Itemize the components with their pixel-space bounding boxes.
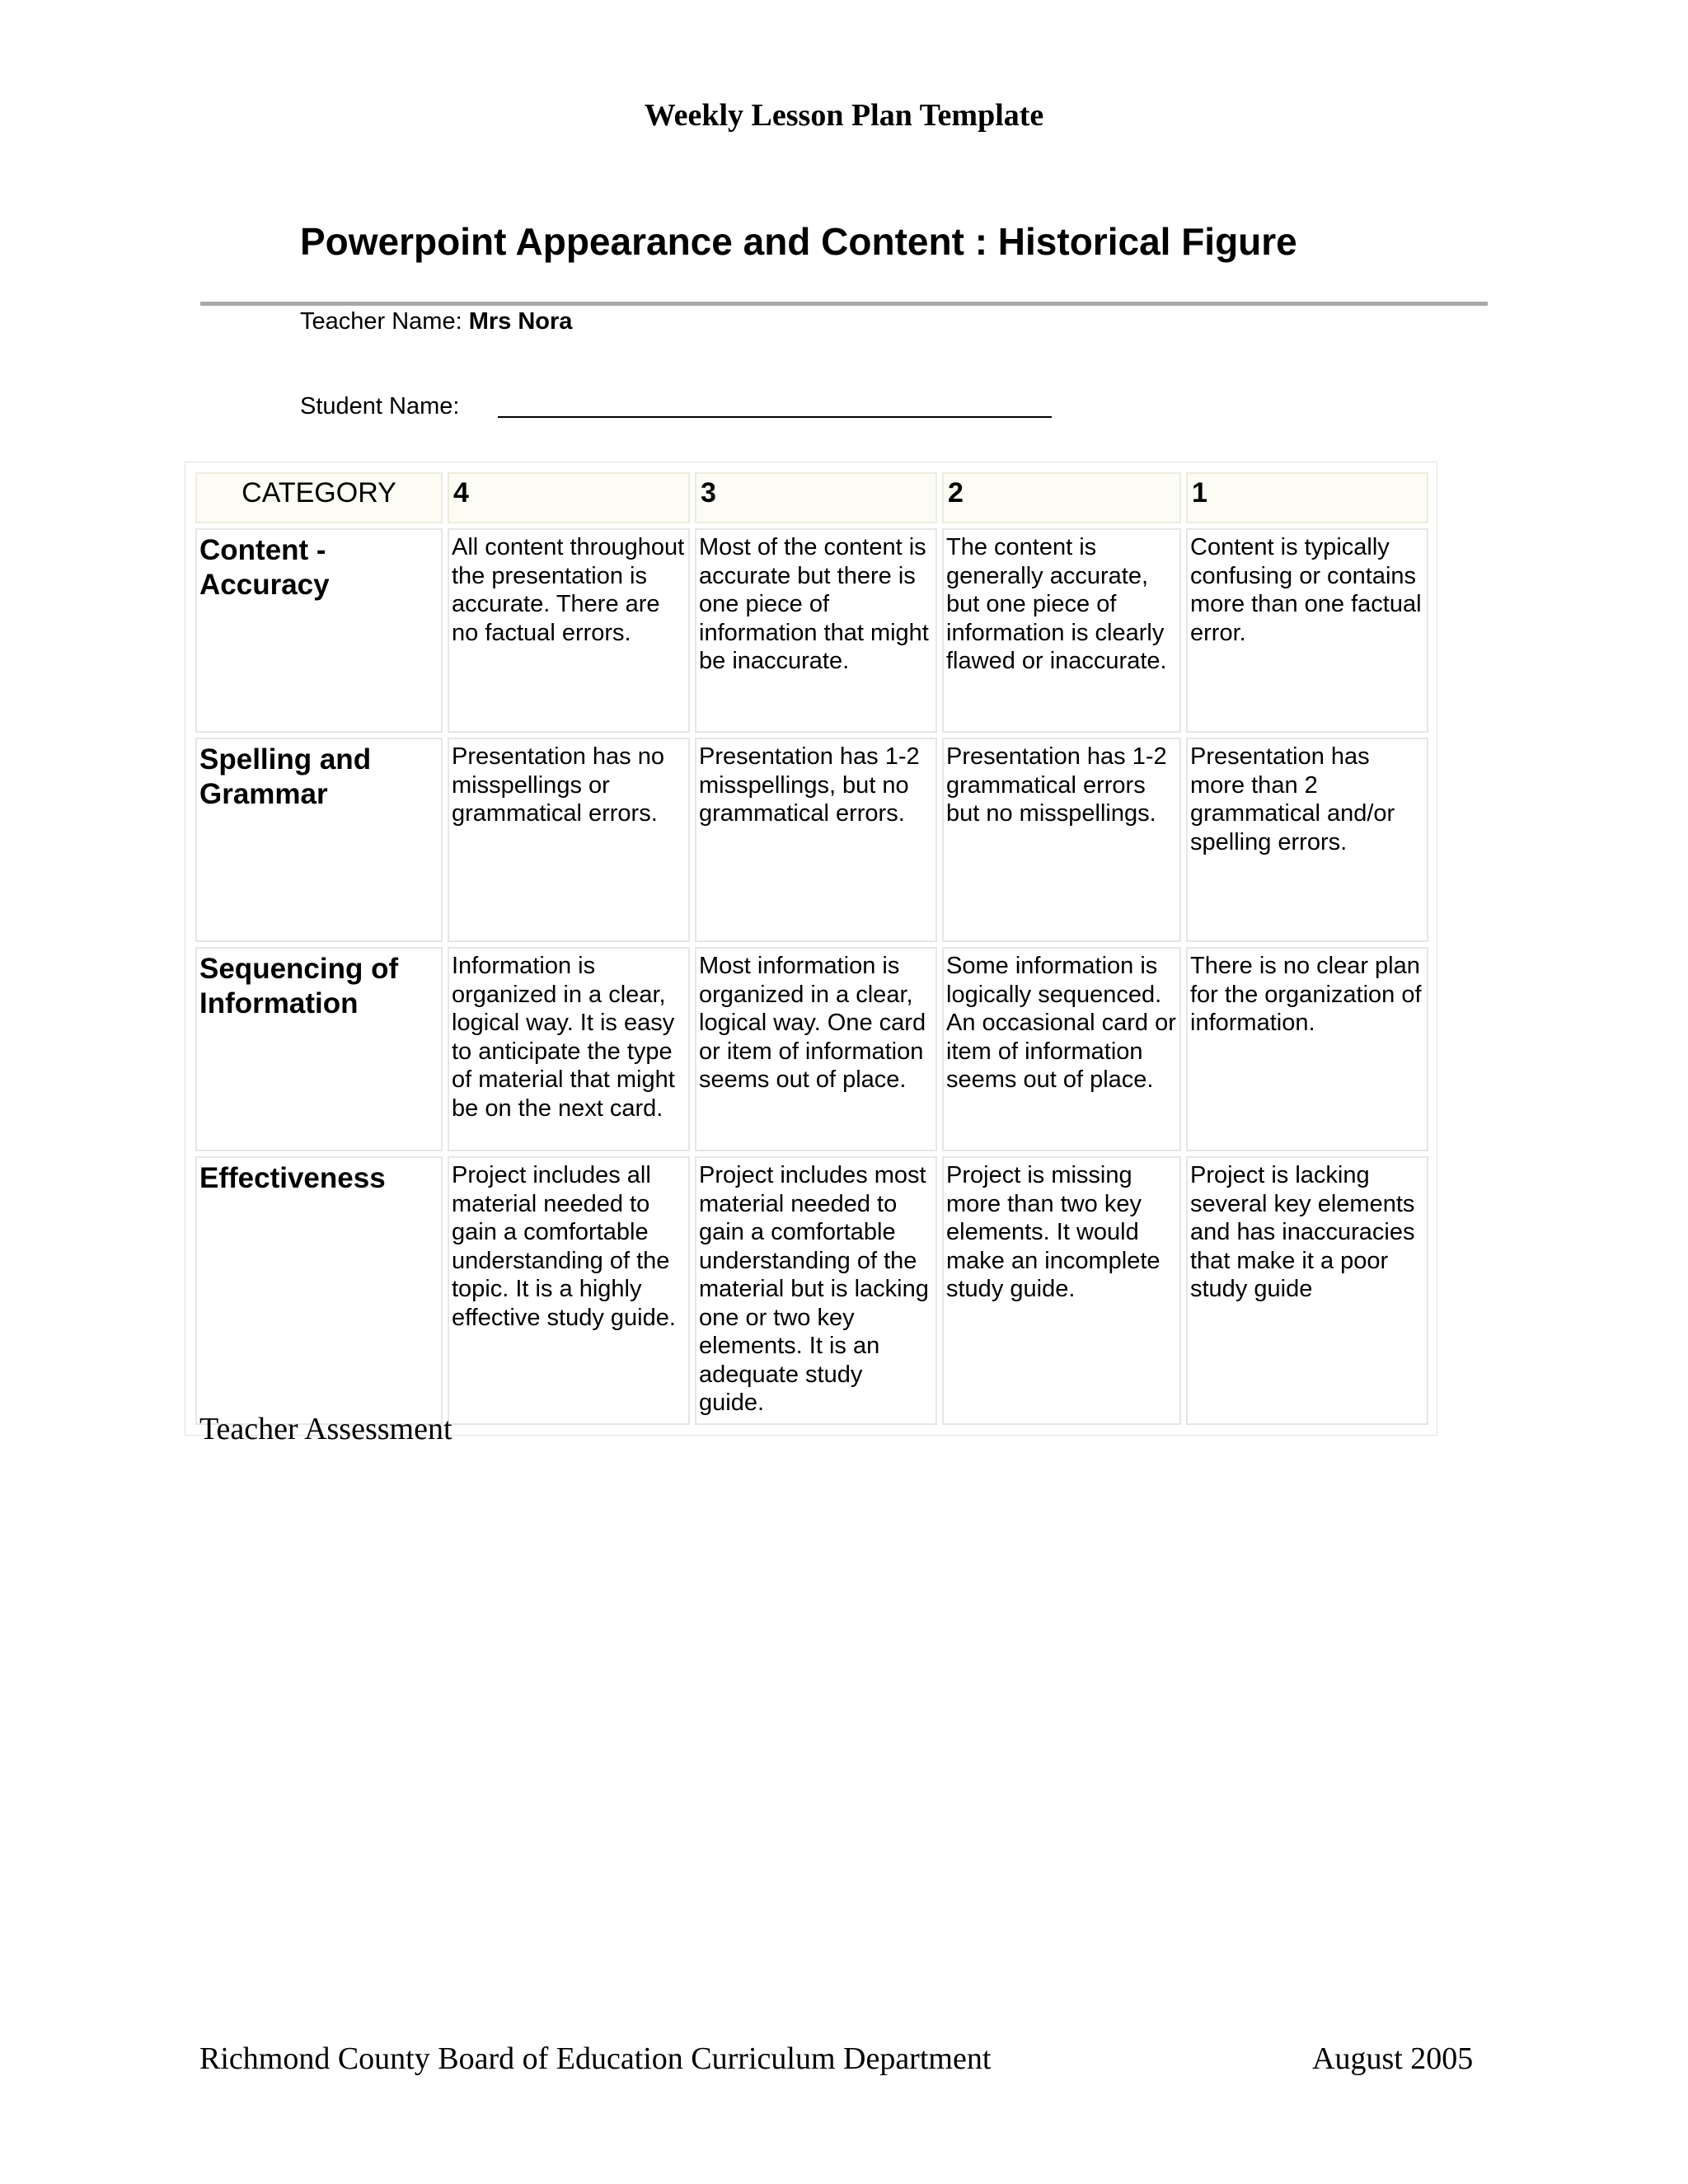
table-cell: Project is missing more than two key elements. It would make an incomplete study guide. <box>942 1156 1181 1425</box>
table-row <box>195 738 1428 942</box>
table-cell: Most of the content is accurate but there is one piece of information that might be inaccurate. <box>695 528 937 733</box>
table-cell: Some information is logically sequenced. An occasional card or item of information seems out of place. <box>942 947 1181 1151</box>
teacher-assessment-label: Teacher Assessment <box>199 1412 452 1446</box>
rubric-title: Powerpoint Appearance and Content : Historical Figure <box>300 220 1297 263</box>
table-cell: Project includes all material needed to gain a comfortable understanding of the topic. It is a highly effective study guide. <box>448 1156 690 1425</box>
table-row <box>195 1156 1428 1425</box>
student-name-label: Student Name: <box>300 393 460 419</box>
table-cell: Most information is organized in a clear, logical way. One card or item of information seems out of place. <box>695 947 937 1151</box>
teacher-name-label: Teacher Name: <box>300 308 462 335</box>
header-score-2: 2 <box>942 472 1181 523</box>
table-cell: Project is lacking several key elements and has inaccuracies that make it a poor study guide <box>1186 1156 1428 1425</box>
row-category-label: Content - Accuracy <box>195 528 443 733</box>
table-cell: Presentation has 1-2 grammatical errors but no misspellings. <box>942 738 1181 942</box>
table-cell: There is no clear plan for the organization of information. <box>1186 947 1428 1151</box>
table-cell: Presentation has more than 2 grammatical and/or spelling errors. <box>1186 738 1428 942</box>
footer-organization: Richmond County Board of Education Curriculum Department <box>199 2041 992 2076</box>
table-cell: Project includes most material needed to gain a comfortable understanding of the material but is lacking one or two key elements. It is an adequate study guide. <box>695 1156 937 1425</box>
row-category-label: Spelling and Grammar <box>195 738 443 942</box>
table-cell: All content throughout the presentation is accurate. There are no factual errors. <box>448 528 690 733</box>
rubric-table <box>185 462 1437 1436</box>
rubric-header-row <box>195 472 1428 523</box>
footer-date: August 2005 <box>1312 2041 1474 2076</box>
header-score-1: 1 <box>1186 472 1428 523</box>
table-row <box>195 528 1428 733</box>
table-cell: Presentation has no misspellings or grammatical errors. <box>448 738 690 942</box>
table-cell: Presentation has 1-2 misspellings, but no grammatical errors. <box>695 738 937 942</box>
table-row <box>195 947 1428 1151</box>
row-category-label: Sequencing of Information <box>195 947 443 1151</box>
teacher-name-line <box>300 308 572 335</box>
table-cell: The content is generally accurate, but one piece of information is clearly flawed or inaccurate. <box>942 528 1181 733</box>
document-header: Weekly Lesson Plan Template <box>644 98 1044 133</box>
header-score-3: 3 <box>695 472 937 523</box>
table-cell: Information is organized in a clear, logical way. It is easy to anticipate the type of material that might be on the next card. <box>448 947 690 1151</box>
table-cell: Content is typically confusing or contains more than one factual error. <box>1186 528 1428 733</box>
row-category-label: Effectiveness <box>195 1156 443 1425</box>
header-score-4: 4 <box>448 472 690 523</box>
teacher-name-value: Mrs Nora <box>468 308 573 335</box>
title-divider <box>200 302 1488 306</box>
student-name-blank <box>498 416 1052 418</box>
header-category: CATEGORY <box>195 472 443 523</box>
